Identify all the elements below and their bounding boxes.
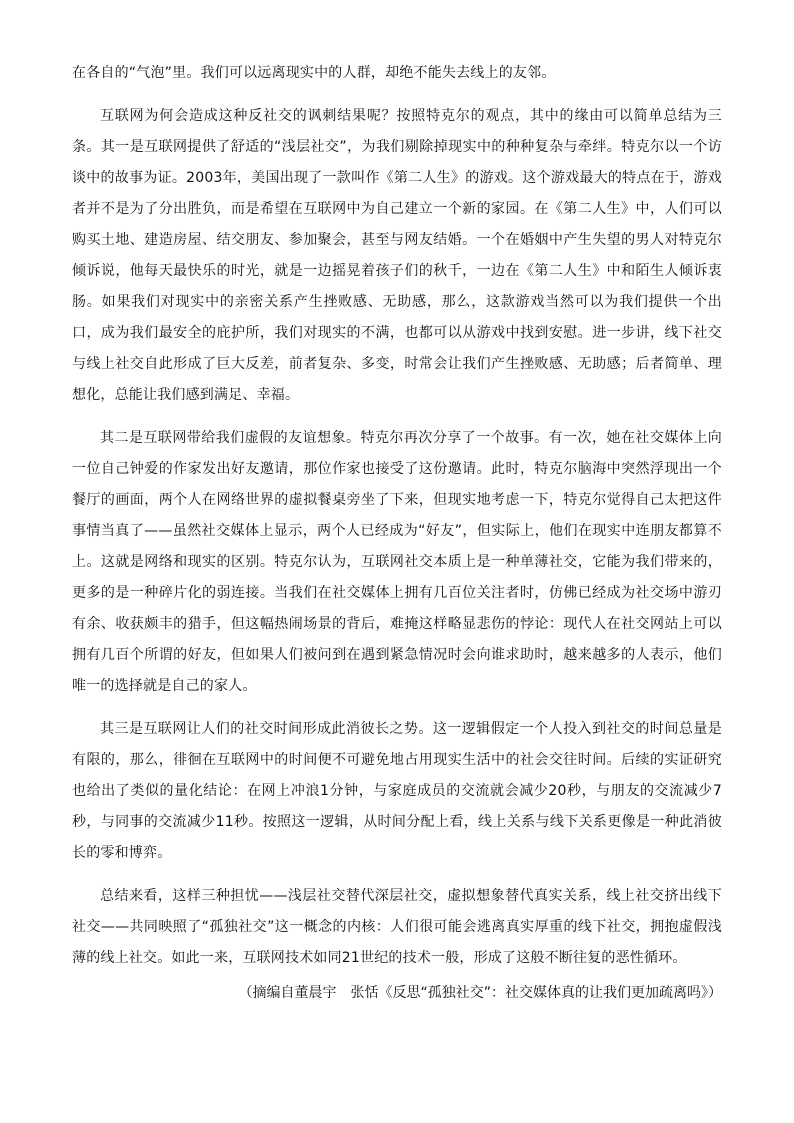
source-citation: （摘编自董晨宇 张恬《反思“孤独社交”：社交媒体真的让我们更加疏离吗》） [238,985,722,1001]
paragraph-reason-one: 互联网为何会造成这种反社交的讽刺结果呢？按照特克尔的观点，其中的缘由可以简单总结为三条。其一是互联网提供了舒适的“浅层社交”，为我们剔除掉现实中的种种复杂与牵绊。特克尔以一个访谈中的故事为证。2003年，美国出现了一款叫作《第二人生》的游戏。这个游戏最大的特点在于，游戏者并不是为了分出胜负，而是希望在互联网中为自己建立一个新的家园。在《第二人生》中，人们可以购买土地、建造房屋、结交朋友、参加聚会，甚至与网友结婚。一个在婚姻中产生失望的男人对特克尔倾诉说，他每天最快乐的时光，就是一边摇晃着孩子们的秋千，一边在《第二人生》中和陌生人倾诉衷肠。如果我们对现实中的亲密关系产生挫败感、无助感，那么，这款游戏当然可以为我们提供一个出口，成为我们最安全的庇护所，我们对现实的不满，也都可以从游戏中找到安慰。进一步讲，线下社交与线上社交自此形成了巨大反差，前者复杂、多变，时常会让我们产生挫败感、无助感；后者简单、理想化，总能让我们感到满足、幸福。 [72,108,722,403]
paragraph-conclusion: 总结来看，这样三种担忧——浅层社交替代深层社交，虚拟想象替代真实关系，线上社交挤出线下社交——共同映照了“孤独社交”这一概念的内核：人们很可能会逃离真实厚重的线下社交，拥抱虚假浅薄的线上社交。如此一来，互联网技术如同21世纪的技术一般，形成了这般不断往复的恶性循环。 [72,888,722,966]
paragraph-reason-three: 其三是互联网让人们的社交时间形成此消彼长之势。这一逻辑假定一个人投入到社交的时间总量是有限的，那么，徘徊在互联网中的时间便不可避免地占用现实生活中的社会交往时间。后续的实证研究也给出了类似的量化结论：在网上冲浪1分钟，与家庭成员的交流就会减少20秒，与朋友的交流减少7秒，与同事的交流减少11秒。按照这一逻辑，从时间分配上看，线上关系与线下关系更像是一种此消彼长的零和博弈。 [72,721,722,861]
paragraph-reason-two: 其二是互联网带给我们虚假的友谊想象。特克尔再次分享了一个故事。有一次，她在社交媒体上向一位自己钟爱的作家发出好友邀请，那位作家也接受了这份邀请。此时，特克尔脑海中突然浮现出一个餐厅的画面，两个人在网络世界的虚拟餐桌旁坐了下来，但现实地考虑一下，特克尔觉得自己太把这件事情当真了——虽然社交媒体上显示，两个人已经成为“好友”，但实际上，他们在现实中连朋友都算不上。这就是网络和现实的区别。特克尔认为，互联网社交本质上是一种单薄社交，它能为我们带来的，更多的是一种碎片化的弱连接。当我们在社交媒体上拥有几百位关注者时，仿佛已经成为社交场中游刃有余、收获颇丰的猎手，但这幅热闹场景的背后，难掩这样略显悲伤的悖论：现代人在社交网站上可以拥有几百个所谓的好友，但如果人们被问到在遇到紧急情况时会向谁求助时，越来越多的人表示，他们唯一的选择就是自己的家人。 [72,430,722,694]
document-page [72,58,722,1009]
paragraph-continuation: 在各自的“气泡”里。我们可以远离现实中的人群，却绝不能失去线上的友邻。 [72,65,556,81]
